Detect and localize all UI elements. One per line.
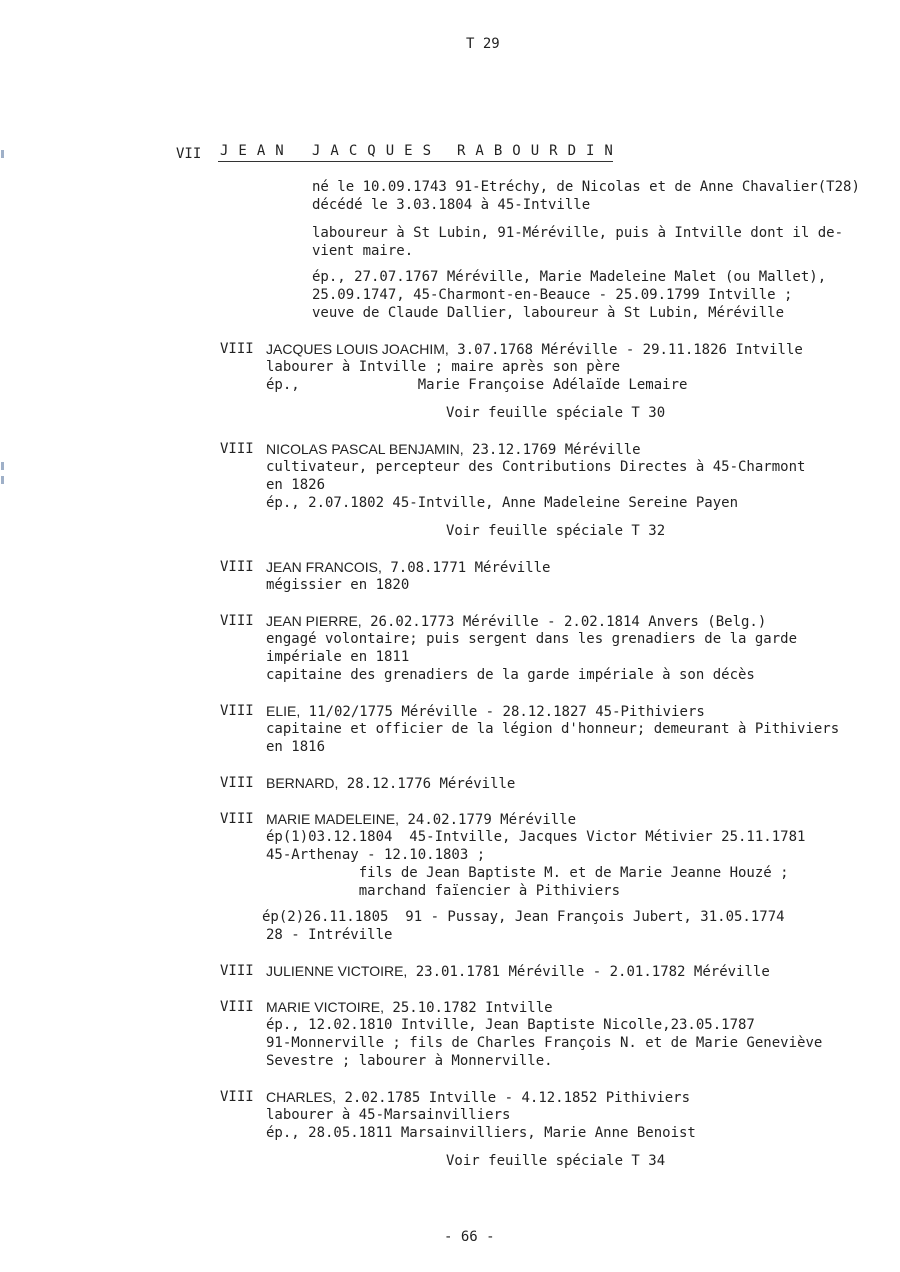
child-generation: VIII (220, 441, 254, 457)
child-line: marchand faïencier à Pithiviers (266, 883, 621, 899)
name-first: JEAN (220, 143, 294, 159)
child-generation: VIII (220, 559, 254, 575)
child-line: ép., 2.07.1802 45-Intville, Anne Madeleine Sereine Payen (266, 495, 739, 511)
child-line: 45-Arthenay - 12.10.1803 ; (266, 847, 486, 863)
child-heading (266, 558, 550, 577)
child-dates: 3.07.1768 Méréville - 29.11.1826 Intville (448, 342, 803, 358)
child-generation: VIII (220, 775, 254, 791)
child-name: JEAN PIERRE, (266, 613, 362, 629)
child-name: MARIE MADELEINE, (266, 811, 400, 827)
child-line: en 1816 (266, 739, 326, 755)
child-line: Sevestre ; labourer à Monnerville. (266, 1053, 553, 1069)
child-line: capitaine et officier de la légion d'honneur; demeurant à Pithiviers (266, 721, 840, 737)
page-number: - 66 - (444, 1229, 495, 1245)
child-note: Voir feuille spéciale T 32 (446, 523, 666, 539)
main-line: 25.09.1747, 45-Charmont-en-Beauce - 25.09.1799 Intville ; (312, 287, 793, 303)
child-heading (266, 1088, 690, 1107)
child-dates: 28.12.1776 Méréville (338, 776, 516, 792)
child-line: ép., 28.05.1811 Marsainvilliers, Marie Anne Benoist (266, 1125, 696, 1141)
child-heading (266, 440, 641, 459)
main-line: décédé le 3.03.1804 à 45-Intville (312, 197, 591, 213)
child-generation: VIII (220, 811, 254, 827)
child-generation: VIII (220, 1089, 254, 1105)
child-name: BERNARD, (266, 775, 339, 791)
child-generation: VIII (220, 703, 254, 719)
child-line: en 1826 (266, 477, 326, 493)
child-note: Voir feuille spéciale T 30 (446, 405, 666, 421)
child-dates: 11/02/1775 Méréville - 28.12.1827 45-Pithiviers (300, 704, 705, 720)
child-dates: 23.01.1781 Méréville - 2.01.1782 Méréville (407, 964, 770, 980)
child-name: CHARLES, (266, 1089, 337, 1105)
generation-label: VII (176, 146, 202, 162)
child-line: mégissier en 1820 (266, 577, 410, 593)
child-line: ép(2)26.11.1805 91 - Pussay, Jean François Jubert, 31.05.1774 (262, 909, 785, 925)
child-heading (266, 702, 705, 721)
child-heading (266, 810, 576, 829)
child-heading (266, 962, 770, 981)
child-dates: 26.02.1773 Méréville - 2.02.1814 Anvers (Belg.) (361, 614, 767, 630)
child-dates: 2.02.1785 Intville - 4.12.1852 Pithiviers (336, 1090, 691, 1106)
child-dates: 7.08.1771 Méréville (381, 560, 551, 576)
name-last: RABOURDIN (457, 143, 623, 159)
child-name: ELIE, (266, 703, 301, 719)
page-code: T 29 (466, 36, 500, 52)
child-name: MARIE VICTOIRE, (266, 999, 384, 1015)
child-name: JEAN FRANCOIS, (266, 559, 382, 575)
child-dates: 25.10.1782 Intville (383, 1000, 553, 1016)
name-middle: JACQUES (312, 143, 442, 159)
child-generation: VIII (220, 341, 254, 357)
child-heading (266, 774, 515, 793)
child-name: NICOLAS PASCAL BENJAMIN, (266, 441, 464, 457)
child-line: impériale en 1811 (266, 649, 410, 665)
margin-mark (1, 462, 4, 470)
main-line: veuve de Claude Dallier, laboureur à St Lubin, Méréville (312, 305, 785, 321)
child-generation: VIII (220, 963, 254, 979)
child-name: JULIENNE VICTOIRE, (266, 963, 408, 979)
child-note: Voir feuille spéciale T 34 (446, 1153, 666, 1169)
child-dates: 24.02.1779 Méréville (399, 812, 577, 828)
child-line: ép(1)03.12.1804 45-Intville, Jacques Victor Métivier 25.11.1781 (266, 829, 806, 845)
main-line: vient maire. (312, 243, 414, 259)
child-line: engagé volontaire; puis sergent dans les grenadiers de la garde (266, 631, 798, 647)
child-heading (266, 998, 553, 1017)
child-line: capitaine des grenadiers de la garde impériale à son décès (266, 667, 755, 683)
main-line: laboureur à St Lubin, 91-Méréville, puis à Intville dont il de- (312, 225, 844, 241)
child-line: ép., 12.02.1810 Intville, Jean Baptiste Nicolle,23.05.1787 (266, 1017, 755, 1033)
margin-mark (1, 476, 4, 484)
main-line: ép., 27.07.1767 Méréville, Marie Madeleine Malet (ou Mallet), (312, 269, 827, 285)
child-generation: VIII (220, 613, 254, 629)
child-heading (266, 340, 803, 359)
child-line: cultivateur, percepteur des Contributions Directes à 45-Charmont (266, 459, 806, 475)
main-line: né le 10.09.1743 91-Etréchy, de Nicolas et de Anne Chavalier(T28) (312, 179, 860, 195)
child-dates: 23.12.1769 Méréville (463, 442, 641, 458)
child-line: labourer à Intville ; maire après son père (266, 359, 621, 375)
child-line: 91-Monnerville ; fils de Charles François N. et de Marie Geneviève (266, 1035, 823, 1051)
child-line: 28 - Intréville (266, 927, 393, 943)
margin-mark (1, 150, 4, 158)
name-underline (218, 161, 613, 162)
child-generation: VIII (220, 999, 254, 1015)
child-line: ép., Marie Françoise Adélaïde Lemaire (266, 377, 688, 393)
child-heading (266, 612, 766, 631)
child-line: labourer à 45-Marsainvilliers (266, 1107, 511, 1123)
child-line: fils de Jean Baptiste M. et de Marie Jeanne Houzé ; (266, 865, 789, 881)
child-name: JACQUES LOUIS JOACHIM, (266, 341, 449, 357)
